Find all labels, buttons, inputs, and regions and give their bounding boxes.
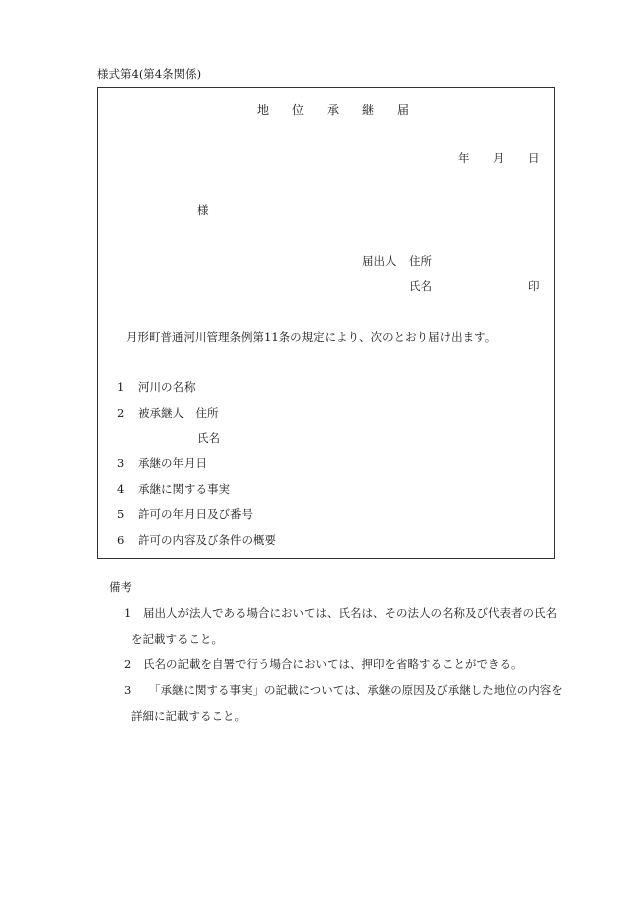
notifier-address-label: 住所: [409, 254, 432, 268]
item-predecessor-address: 被承継人 住所: [138, 406, 219, 420]
note-1-line-1: 届出人が法人である場合においては、氏名は、その法人の名称及び代表者の氏名: [143, 606, 557, 620]
item-river-name: 河川の名称: [138, 380, 196, 394]
item-succession-date: 承継の年月日: [138, 456, 207, 470]
form-label: 様式第4(第4条関係): [97, 67, 202, 81]
title-char-5: 届: [397, 103, 410, 117]
note-num-2: 2: [124, 657, 132, 671]
item-succession-facts: 承継に関する事実: [138, 482, 230, 496]
note-num-1: 1: [124, 606, 132, 620]
date-day-label: 日: [528, 151, 540, 165]
note-3-line-2: 詳細に記載すること。: [131, 709, 246, 723]
item-num-5: 5: [117, 507, 125, 521]
item-num-4: 4: [117, 482, 125, 496]
remarks-heading: 備考: [109, 580, 132, 594]
date-month-label: 月: [493, 151, 505, 165]
date-year-label: 年: [458, 151, 470, 165]
seal-mark: 印: [528, 279, 540, 293]
note-1-line-2: を記載すること。: [131, 632, 223, 646]
title-char-3: 承: [327, 103, 340, 117]
statement-text: 月形町普通河川管理条例第11条の規定により、次のとおり届け出ます。: [126, 330, 497, 344]
item-permit-date-number: 許可の年月日及び番号: [138, 507, 253, 521]
note-num-3: 3: [124, 683, 132, 697]
item-num-2: 2: [117, 406, 125, 420]
title-char-2: 位: [292, 103, 305, 117]
item-num-1: 1: [117, 380, 125, 394]
item-permit-content: 許可の内容及び条件の概要: [138, 533, 276, 547]
notifier-label: 届出人: [362, 254, 397, 268]
item-num-3: 3: [117, 456, 125, 470]
note-3-line-1: 「承継に関する事実」の記載については、承継の原因及び承継した地位の内容を: [149, 683, 563, 697]
title-char-1: 地: [257, 103, 270, 117]
addressee-suffix: 様: [197, 203, 209, 217]
notifier-name-label: 氏名: [409, 279, 432, 293]
item-predecessor-name: 氏名: [197, 431, 220, 445]
item-num-6: 6: [117, 533, 125, 547]
title-char-4: 継: [362, 103, 375, 117]
note-2-line-1: 氏名の記載を自署で行う場合においては、押印を省略することができる。: [143, 657, 523, 671]
